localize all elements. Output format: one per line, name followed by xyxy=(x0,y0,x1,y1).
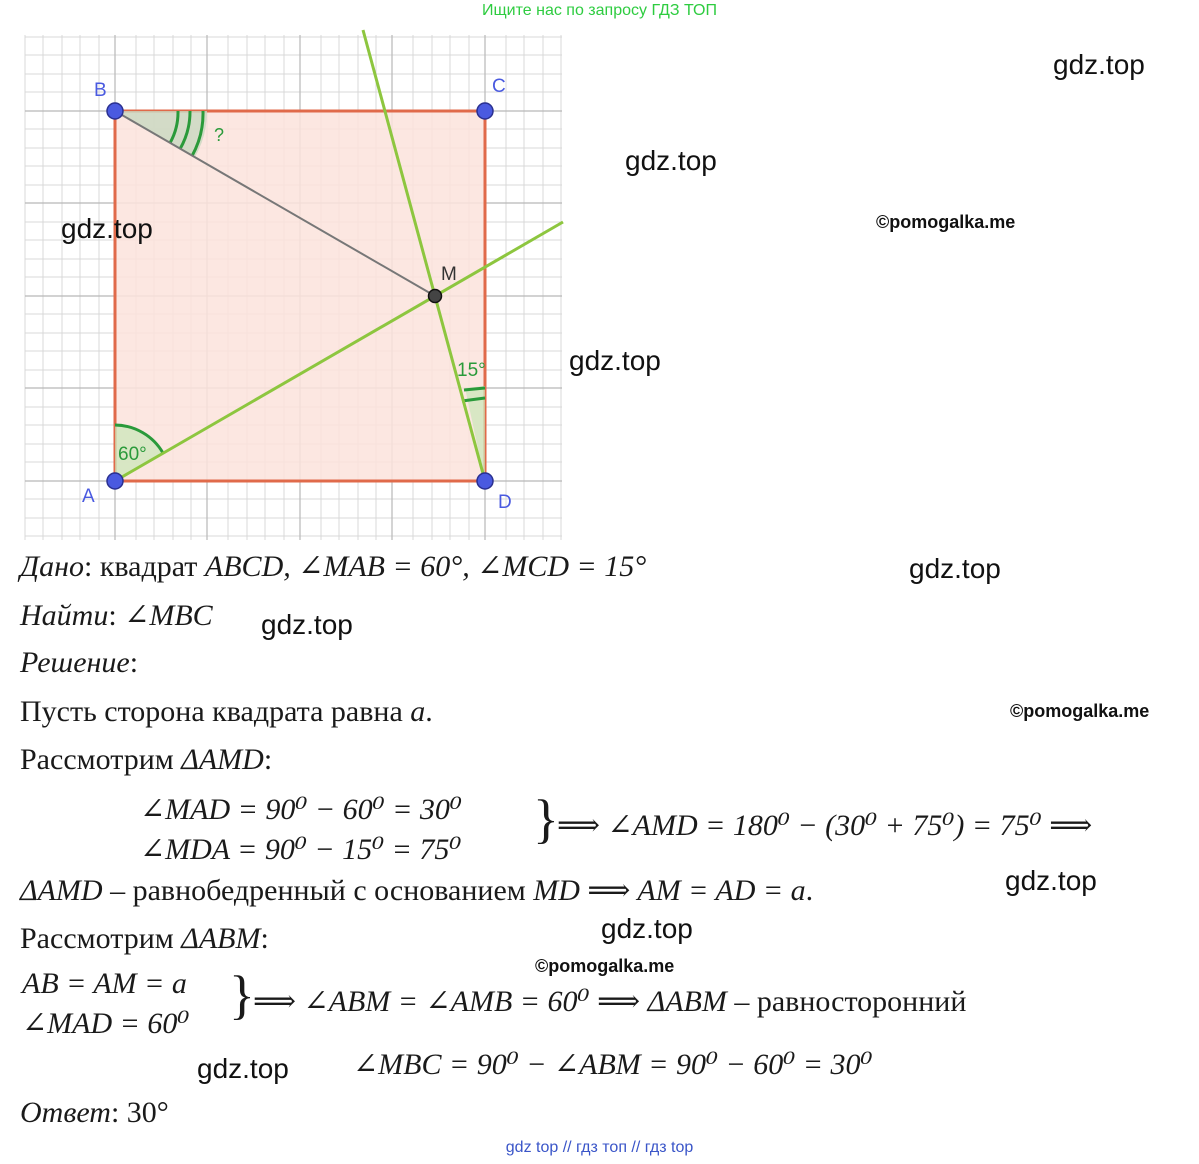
consider-abm-line xyxy=(20,922,269,956)
solution-colon: : xyxy=(129,646,139,679)
label-angle-a: 60° xyxy=(118,444,147,465)
geometry-figure xyxy=(0,0,600,545)
watermark-gdz: gdz.top xyxy=(569,345,661,376)
consider-abm-math: ΔABM xyxy=(181,922,261,955)
find-math: ∠MBC xyxy=(124,599,213,632)
search-banner: Ищите нас по запросу ГДЗ ТОП xyxy=(482,2,717,19)
solution-label: Решение xyxy=(20,646,130,679)
watermark-pomogalka: ©pomogalka.me xyxy=(876,212,1016,232)
side-end: . xyxy=(425,695,433,728)
consider-abm-end: : xyxy=(260,922,269,955)
label-a: A xyxy=(82,486,95,507)
point-d xyxy=(477,473,493,489)
isosceles-line xyxy=(20,873,813,908)
point-c xyxy=(477,103,493,119)
angle-d-arc1 xyxy=(464,388,485,390)
consider-amd-end: : xyxy=(263,743,273,776)
system1-row2: ∠MDA = 90⁰ − 15⁰ = 75⁰ xyxy=(140,833,462,866)
label-b: B xyxy=(94,80,107,101)
label-c: C xyxy=(492,76,506,97)
watermark-pomogalka: ©pomogalka.me xyxy=(535,956,675,976)
solution-heading xyxy=(20,646,138,680)
given-label: Дано xyxy=(20,550,84,583)
isosceles-math1: ΔAMD xyxy=(20,874,103,907)
consider-amd-math: ΔAMD xyxy=(181,743,264,776)
consider-abm-text: Рассмотрим xyxy=(20,922,182,955)
answer-label: Ответ xyxy=(20,1096,111,1129)
point-m xyxy=(429,290,442,303)
system2-result xyxy=(253,984,966,1019)
watermark-pomogalka: ©pomogalka.me xyxy=(1010,701,1150,721)
answer-line xyxy=(20,1096,169,1130)
label-angle-d: 15° xyxy=(457,360,486,381)
find-label: Найти xyxy=(20,599,109,632)
system1-row1: ∠MAD = 90⁰ − 60⁰ = 30⁰ xyxy=(140,793,462,826)
watermark-gdz: gdz.top xyxy=(909,553,1001,584)
point-a xyxy=(107,473,123,489)
label-angle-b: ? xyxy=(214,125,225,145)
label-d: D xyxy=(498,492,512,513)
footer-links[interactable]: gdz top // гдз топ // гдз top xyxy=(505,1139,694,1156)
system2-result-text: – равносторонний xyxy=(726,985,967,1018)
system2-brace: } xyxy=(229,965,255,1025)
side-text: Пусть сторона квадрата равна xyxy=(20,695,411,728)
watermark-gdz: gdz.top xyxy=(61,213,153,244)
consider-amd-text: Рассмотрим xyxy=(20,743,182,776)
side-length-line xyxy=(20,695,433,729)
given-line xyxy=(20,549,646,584)
answer-text: : 30° xyxy=(110,1096,169,1129)
watermark-gdz: gdz.top xyxy=(261,609,353,640)
given-text: : квадрат xyxy=(83,550,205,583)
system2-result-math: ⟹ ∠ABM = ∠AMB = 60⁰ ⟹ ΔABM xyxy=(253,985,727,1018)
watermark-gdz: gdz.top xyxy=(625,145,717,176)
isosceles-text: – равнобедренный с основанием xyxy=(102,874,534,907)
watermark-gdz: gdz.top xyxy=(1005,865,1097,896)
given-math: ABCD, ∠MAB = 60°, ∠MCD = 15° xyxy=(204,550,647,583)
label-m: M xyxy=(441,264,457,285)
watermark-gdz: gdz.top xyxy=(601,913,693,944)
find-line xyxy=(20,598,213,633)
isosceles-end: . xyxy=(805,874,814,907)
side-math: a xyxy=(410,695,426,728)
point-b xyxy=(107,103,123,119)
system2-row1: AB = AM = a xyxy=(22,967,187,1000)
watermark-gdz: gdz.top xyxy=(1053,49,1145,80)
system1-result: ⟹ ∠AMD = 180⁰ − (30⁰ + 75⁰) = 75⁰ ⟹ xyxy=(557,809,1093,842)
final-equation: ∠MBC = 90⁰ − ∠ABM = 90⁰ − 60⁰ = 30⁰ xyxy=(353,1048,873,1081)
consider-amd-line xyxy=(20,743,272,777)
isosceles-math2: MD ⟹ AM = AD = a xyxy=(533,874,806,907)
system2-row2: ∠MAD = 60⁰ xyxy=(22,1007,190,1040)
system1-brace: } xyxy=(533,789,559,849)
find-colon: : xyxy=(108,599,125,632)
watermark-gdz: gdz.top xyxy=(197,1053,289,1084)
